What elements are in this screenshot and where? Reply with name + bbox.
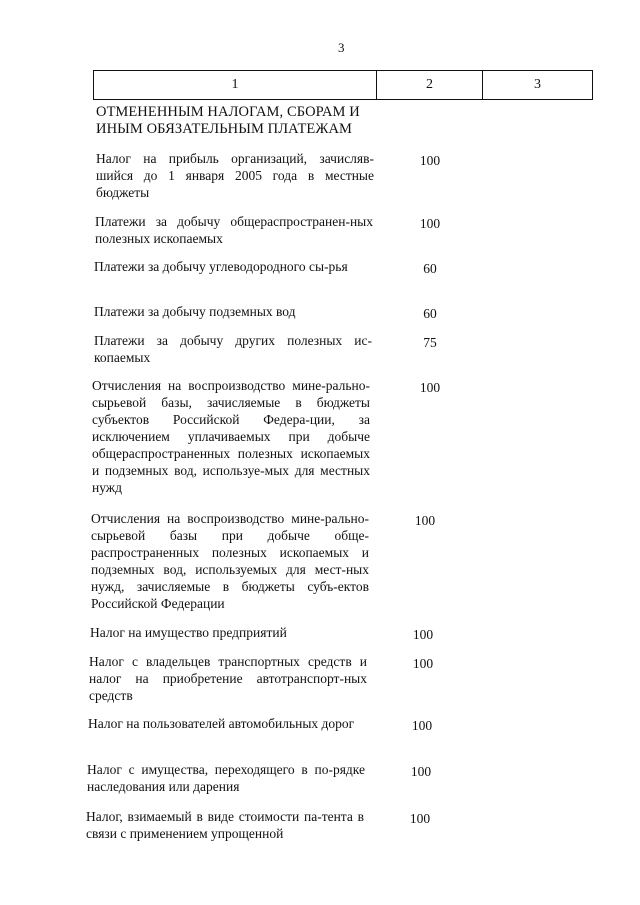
tax-rate: 75 [423, 335, 437, 350]
tax-name: Отчисления на воспроизводство мине-рально-сырьевой базы при добыче обще-распространенных полезных ископаемых и подземных вод, используемых для мест-ных нужд, зачисляемые в бюджеты субъ-ектов Российской Федерации [91, 511, 369, 611]
tax-name: Платежи за добычу общераспространен-ных полезных ископаемых [95, 214, 373, 246]
tax-rate: 100 [419, 153, 441, 168]
tax-rate: 60 [423, 261, 437, 276]
tax-name: Налог, взимаемый в виде стоимости па-тента в связи с применением упрощенной [86, 809, 364, 841]
tax-rate: 100 [419, 216, 441, 231]
tax-rate: 100 [411, 718, 433, 733]
tax-name: Отчисления на воспроизводство мине-рально-сырьевой базы, зачисляемые в бюджеты субъектов Российской Федера-ции, за исключением уплачиваемых при добыче общераспространенных полезных ископаемых и подземных вод, используе-мых для местных нужд [92, 378, 370, 495]
column-header-3: 3 [534, 77, 541, 92]
tax-rate: 100 [410, 764, 432, 779]
tax-name: Платежи за добычу углеводородного сы-рья [94, 259, 348, 274]
tax-rate: 60 [423, 306, 437, 321]
section-title: ОТМЕНЕННЫМ НАЛОГАМ, СБОРАМ И ИНЫМ ОБЯЗАТЕЛЬНЫМ ПЛАТЕЖАМ [96, 104, 360, 137]
page-number: 3 [338, 40, 345, 55]
tax-name: Налог с владельцев транспортных средств и налог на приобретение автотранспорт-ных средств [89, 654, 367, 703]
tax-rate: 100 [412, 656, 434, 671]
tax-rate: 100 [419, 380, 441, 395]
tax-rate: 100 [409, 811, 431, 826]
column-header-2: 2 [377, 71, 483, 99]
tax-rate: 100 [412, 627, 434, 642]
tax-name: Платежи за добычу подземных вод [94, 304, 296, 319]
tax-rate: 100 [414, 513, 436, 528]
column-header-1: 1 [94, 71, 377, 99]
tax-name: Налог на прибыль организаций, зачисляв-шийся до 1 января 2005 года в местные бюджеты [96, 151, 374, 200]
tax-name: Платежи за добычу других полезных ис-копаемых [94, 333, 372, 365]
tax-name: Налог на пользователей автомобильных дорог [88, 716, 355, 731]
tax-name: Налог на имущество предприятий [90, 625, 287, 640]
tax-name: Налог с имущества, переходящего в по-рядке наследования или дарения [87, 762, 365, 794]
column-header-table [93, 70, 593, 100]
